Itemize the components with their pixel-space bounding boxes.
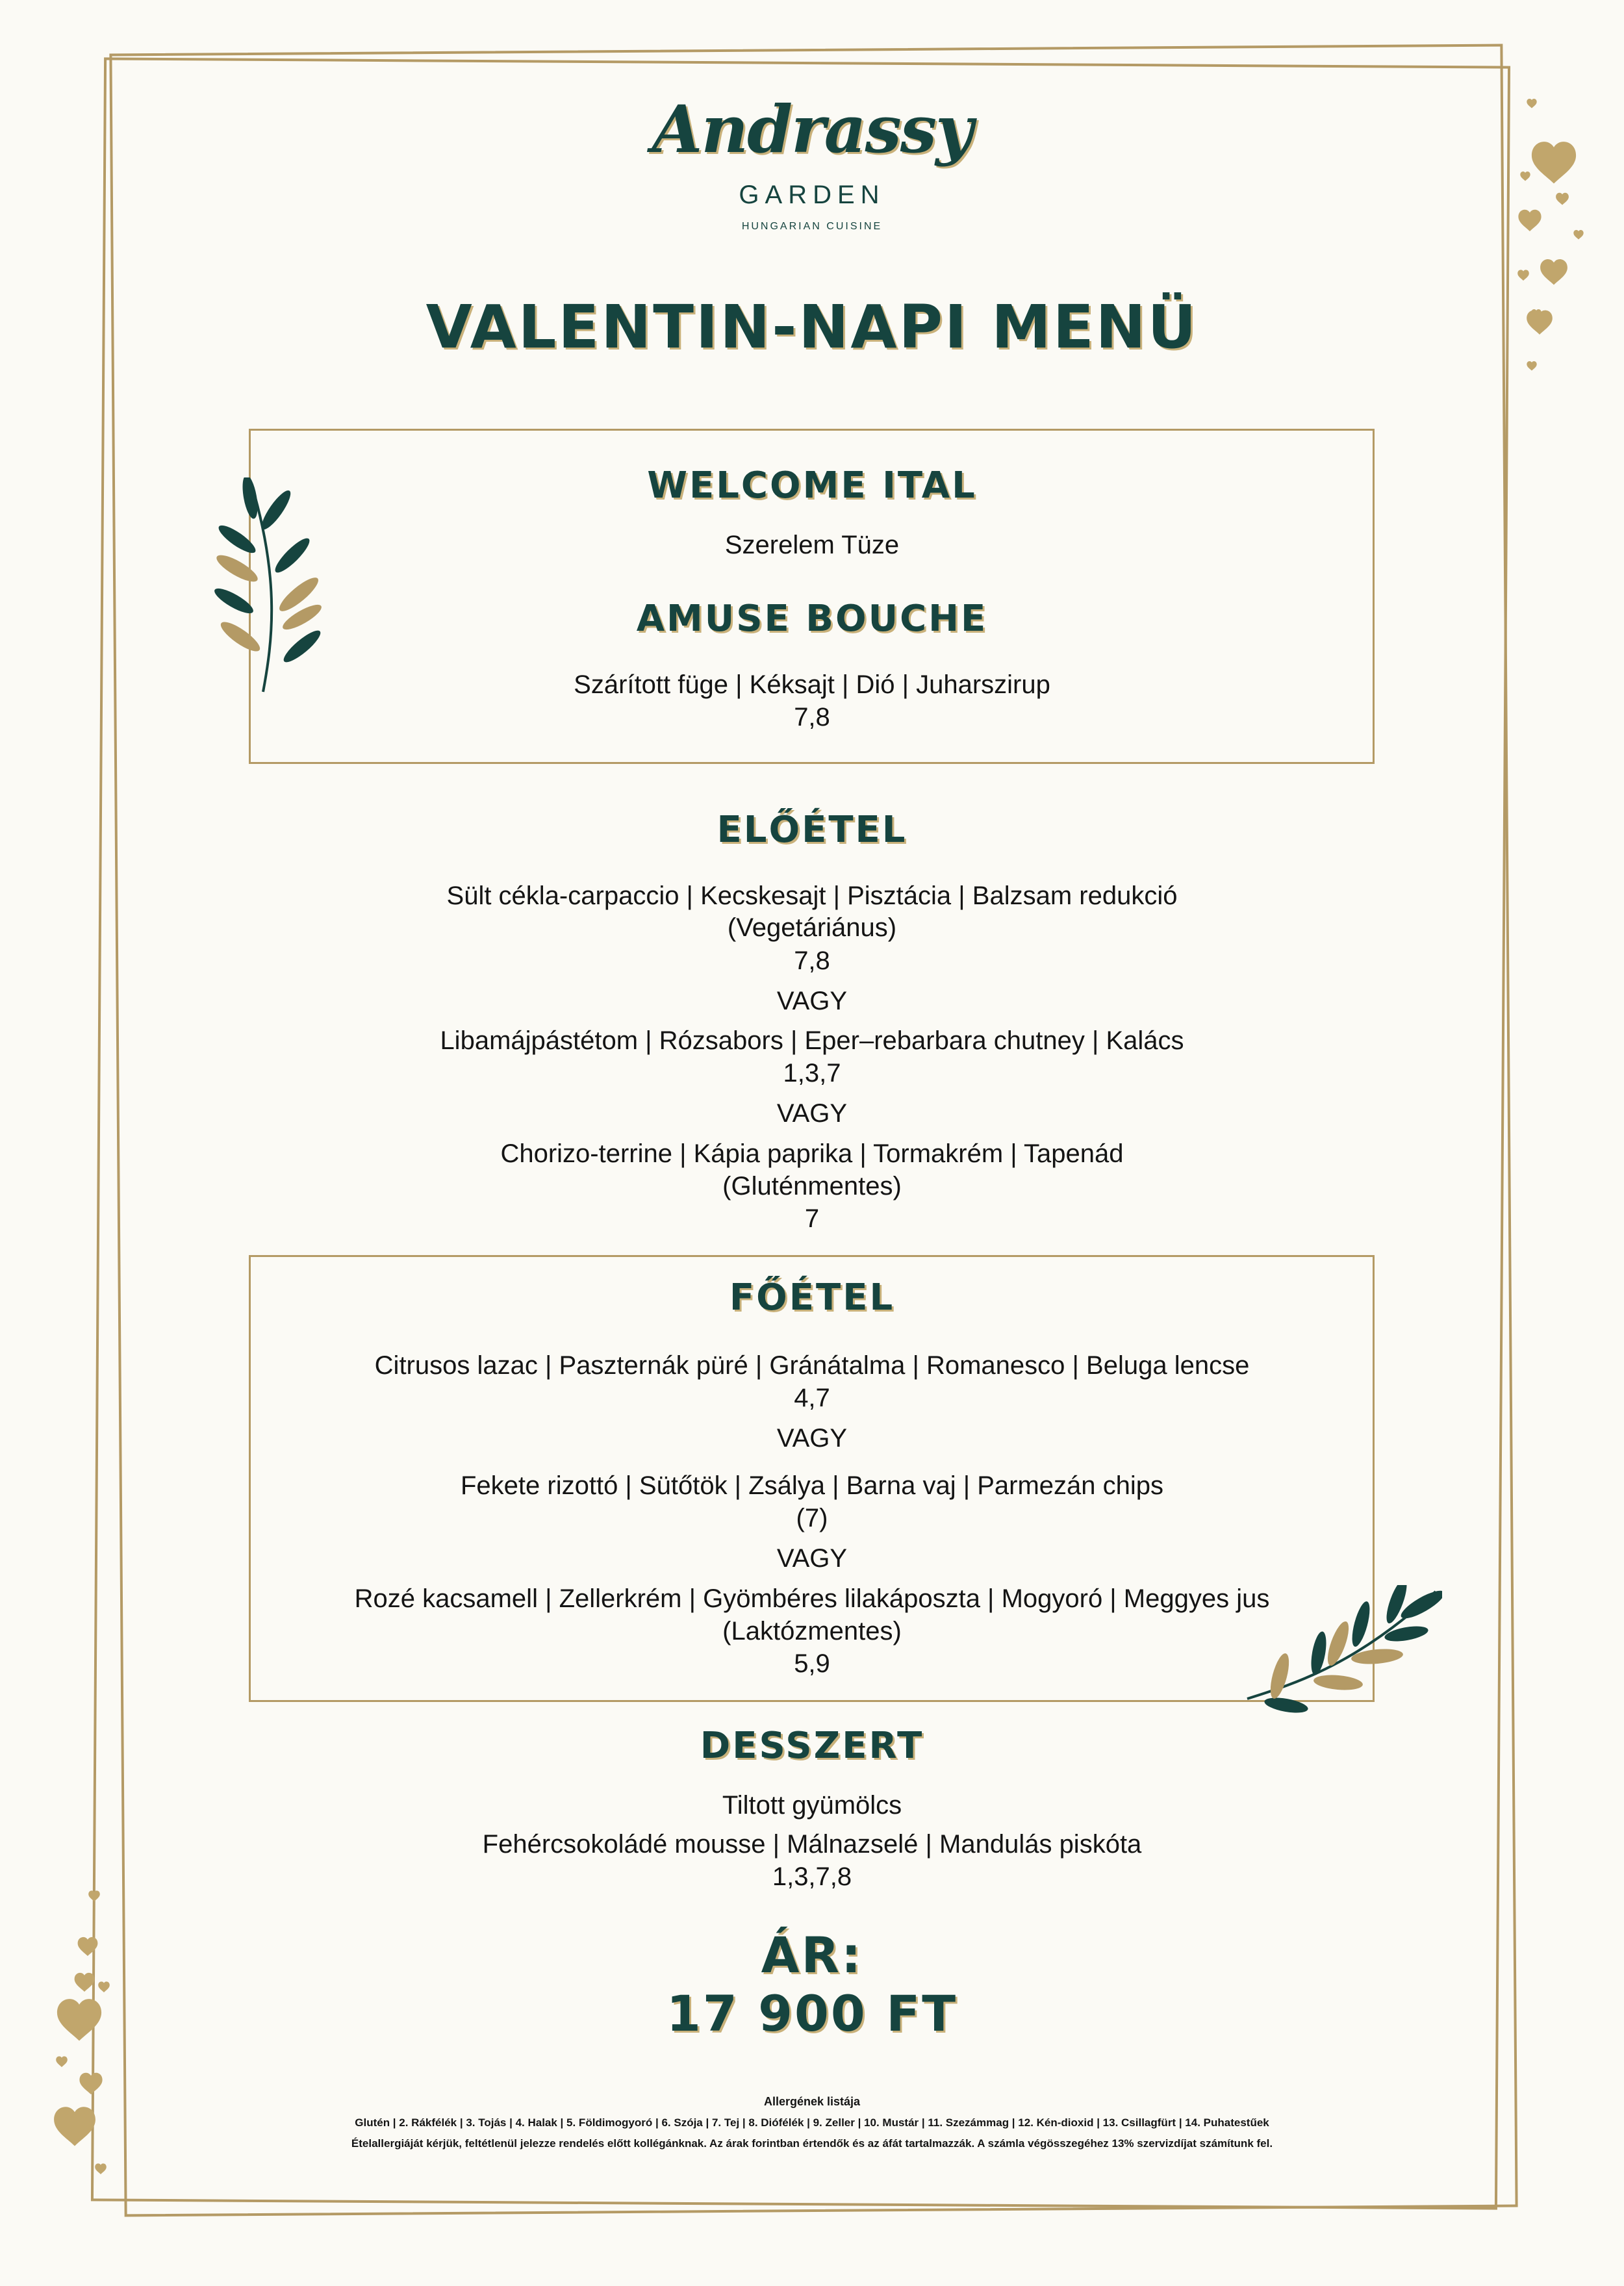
heart-icons-top-right <box>1514 91 1598 390</box>
heart-icons-bottom-left <box>39 1871 123 2183</box>
starter-item: Libamájpástétom | Rózsabors | Eper–rebarbara chutney | Kalács <box>440 1026 1184 1055</box>
main-course-item: Rozé kacsamell | Zellerkrém | Gyömbéres lilakáposzta | Mogyoró | Meggyes jus <box>354 1584 1270 1613</box>
or-separator: VAGY <box>776 1424 848 1453</box>
dessert-item: Fehércsokoládé mousse | Málnazselé | Mandulás piskóta <box>482 1830 1142 1859</box>
main-course-note: (Laktózmentes) <box>722 1617 902 1645</box>
starter-item-allergens: 7 <box>804 1204 820 1233</box>
starter-item-note: (Vegetáriánus) <box>727 913 897 942</box>
page-title: VALENTIN-NAPI MENÜ <box>425 292 1199 362</box>
leaf-branch-top-left <box>211 477 335 698</box>
logo-script: Andrassy <box>652 91 972 168</box>
price-label: ÁR: <box>761 1926 863 1984</box>
logo-tagline: HUNGARIAN CUISINE <box>741 221 883 232</box>
or-separator: VAGY <box>776 987 848 1015</box>
allergen-list: Glutén | 2. Rákfélék | 3. Tojás | 4. Halak | 5. Földimogyoró | 6. Szója | 7. Tej | 8. Diófélék | 9. Zeller | 10. Mustár | 11. Szezámmag | 12. Kén-dioxid | 13. Csillagfürt | 14. Puhatestűek <box>355 2116 1269 2129</box>
dessert-allergens: 1,3,7,8 <box>772 1862 852 1891</box>
main-course-allergens: (7) <box>796 1504 828 1532</box>
leaf-branch-bottom-right <box>1241 1585 1442 1728</box>
or-separator: VAGY <box>776 1544 848 1573</box>
amuse-heading: AMUSE BOUCHE <box>636 598 988 640</box>
starter-item-allergens: 7,8 <box>794 946 830 975</box>
starter-heading: ELŐÉTEL <box>717 809 907 851</box>
amuse-item: Szárított füge | Kéksajt | Dió | Juharszirup <box>574 670 1050 699</box>
allergen-title: Allergének listája <box>763 2095 861 2108</box>
logo-subtitle: GARDEN <box>739 181 885 209</box>
main-course-item: Fekete rizottó | Sütőtök | Zsálya | Barna vaj | Parmezán chips <box>460 1471 1164 1500</box>
starter-item: Chorizo-terrine | Kápia paprika | Tormakrém | Tapenád <box>500 1139 1124 1168</box>
allergen-note: Ételallergiáját kérjük, feltétlenül jelezze rendelés előtt kollégánknak. Az árak forintban értendők és az áfát tartalmazzák. A számla végösszegéhez 13% szervizdíjat számítunk fel. <box>351 2137 1273 2150</box>
main-course-allergens: 5,9 <box>794 1649 830 1678</box>
starter-item-allergens: 1,3,7 <box>783 1059 841 1087</box>
main-course-heading: FŐÉTEL <box>729 1276 895 1319</box>
main-course-allergens: 4,7 <box>794 1384 830 1412</box>
dessert-name: Tiltott gyümölcs <box>722 1791 902 1820</box>
starter-item-note: (Gluténmentes) <box>722 1172 902 1200</box>
or-separator: VAGY <box>776 1099 848 1128</box>
starter-item: Sült cékla-carpaccio | Kecskesajt | Pisztácia | Balzsam redukció <box>446 882 1178 910</box>
dessert-heading: DESSZERT <box>700 1725 924 1767</box>
welcome-heading: WELCOME ITAL <box>647 464 977 507</box>
amuse-allergens: 7,8 <box>794 703 830 731</box>
welcome-item: Szerelem Tüze <box>724 531 900 559</box>
main-course-item: Citrusos lazac | Paszternák püré | Gránátalma | Romanesco | Beluga lencse <box>374 1351 1250 1380</box>
price-value: 17 900 FT <box>666 1985 958 2042</box>
